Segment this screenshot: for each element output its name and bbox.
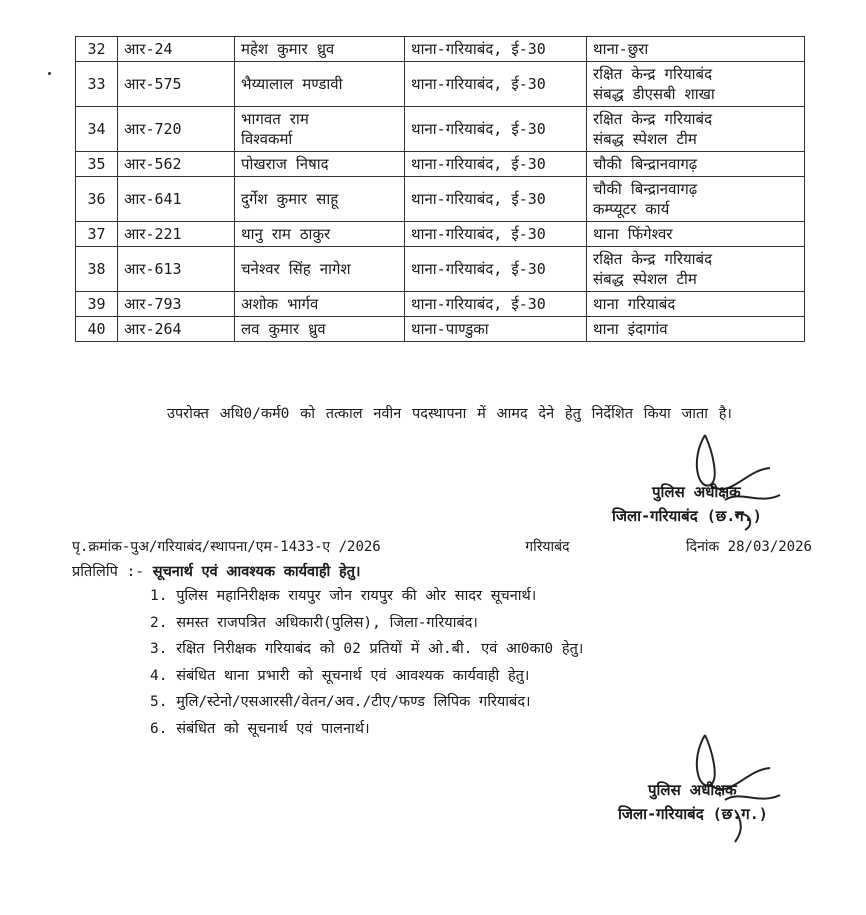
serial-number-cell: 39 (76, 292, 118, 317)
table-row (76, 292, 805, 317)
list-item: 4. संबंधित थाना प्रभारी को सूचनार्थ एवं आवश्यक कार्यवाही हेतु। (150, 667, 530, 684)
serial-number-cell: 37 (76, 222, 118, 247)
rank-cell: आर-562 (118, 152, 235, 177)
copy-heading (72, 561, 360, 581)
list-item: 6. संबंधित को सूचनार्थ एवं पालनार्थ। (150, 720, 370, 737)
current-posting-cell: थाना-गरियाबंद, ई-30 (405, 247, 587, 292)
current-posting-cell: थाना-पाण्डुका (405, 317, 587, 342)
rank-cell: आर-264 (118, 317, 235, 342)
rank-cell: आर-24 (118, 37, 235, 62)
signature-1-district: जिला-गरियाबंद (छ.ग.) (612, 507, 762, 525)
table-row (76, 152, 805, 177)
serial-number-cell: 35 (76, 152, 118, 177)
list-item: 2. समस्त राजपत्रित अधिकारी(पुलिस), जिला-गरियाबंद। (150, 614, 478, 631)
new-posting-cell: चौकी बिन्द्रानवागढ़ कम्प्यूटर कार्य (587, 177, 805, 222)
table-row (76, 62, 805, 107)
copy-purpose: सूचनार्थ एवं आवश्यक कार्यवाही हेतु। (152, 564, 361, 580)
name-cell: दुर्गेश कुमार साहू (235, 177, 405, 222)
name-cell: भागवत राम विश्वकर्मा (235, 107, 405, 152)
rank-cell: आर-575 (118, 62, 235, 107)
table-row (76, 317, 805, 342)
table-row (76, 177, 805, 222)
serial-number-cell: 33 (76, 62, 118, 107)
rank-cell: आर-221 (118, 222, 235, 247)
list-item: 1. पुलिस महानिरीक्षक रायपुर जोन रायपुर की ओर सादर सूचनार्थ। (150, 588, 537, 604)
serial-number-cell: 34 (76, 107, 118, 152)
new-posting-cell: थाना इंदागांव (587, 317, 805, 342)
current-posting-cell: थाना-गरियाबंद, ई-30 (405, 152, 587, 177)
reference-number: पृ.क्रमांक-पुअ/गरियाबंद/स्थापना/एम-1433-ए /2026 (72, 539, 381, 555)
rank-cell: आर-720 (118, 107, 235, 152)
new-posting-cell: चौकी बिन्द्रानवागढ़ (587, 152, 805, 177)
current-posting-cell: थाना-गरियाबंद, ई-30 (405, 222, 587, 247)
new-posting-cell: रक्षित केन्द्र गरियाबंद संबद्ध स्पेशल टीम (587, 107, 805, 152)
name-cell: भैय्यालाल मण्डावी (235, 62, 405, 107)
current-posting-cell: थाना-गरियाबंद, ई-30 (405, 62, 587, 107)
rank-cell: आर-793 (118, 292, 235, 317)
table-row (76, 107, 805, 152)
signature-block-2 (618, 778, 768, 826)
list-item: 3. रक्षित निरीक्षक गरियाबंद को 02 प्रतियों में ओ.बी. एवं आ0का0 हेतु। (150, 641, 584, 657)
current-posting-cell: थाना-गरियाबंद, ई-30 (405, 107, 587, 152)
reference-date: दिनांक 28/03/2026 (686, 539, 812, 555)
serial-number-cell: 40 (76, 317, 118, 342)
copy-label: प्रतिलिपि :- (72, 564, 145, 580)
signature-1-title: पुलिस अधीक्षक (652, 483, 741, 501)
table-row (76, 247, 805, 292)
name-cell: पोखराज निषाद (235, 152, 405, 177)
reference-place: गरियाबंद (525, 539, 570, 555)
signature-2-district: जिला-गरियाबंद (छ.ग.) (618, 805, 768, 823)
new-posting-cell: थाना-छुरा (587, 37, 805, 62)
rank-cell: आर-641 (118, 177, 235, 222)
signature-block-1 (612, 480, 762, 528)
order-paragraph: उपरोक्त अधि0/कर्म0 को तत्काल नवीन पदस्थापना में आमद देने हेतु निर्देशित किया जाता है। (167, 406, 732, 422)
current-posting-cell: थाना-गरियाबंद, ई-30 (405, 37, 587, 62)
reference-line (72, 537, 812, 556)
serial-number-cell: 36 (76, 177, 118, 222)
new-posting-cell: रक्षित केन्द्र गरियाबंद संबद्ध स्पेशल टीम (587, 247, 805, 292)
name-cell: चनेश्वर सिंह नागेश (235, 247, 405, 292)
name-cell: लव कुमार ध्रुव (235, 317, 405, 342)
new-posting-cell: थाना गरियाबंद (587, 292, 805, 317)
rank-cell: आर-613 (118, 247, 235, 292)
serial-number-cell: 38 (76, 247, 118, 292)
current-posting-cell: थाना-गरियाबंद, ई-30 (405, 292, 587, 317)
name-cell: थानु राम ठाकुर (235, 222, 405, 247)
transfer-table-body (76, 37, 805, 342)
signature-2-title: पुलिस अधीक्षक (648, 781, 737, 799)
transfer-table (75, 36, 805, 342)
new-posting-cell: रक्षित केन्द्र गरियाबंद संबद्ध डीएसबी शाखा (587, 62, 805, 107)
table-row (76, 222, 805, 247)
table-row (76, 37, 805, 62)
margin-dot (48, 72, 51, 75)
name-cell: महेश कुमार ध्रुव (235, 37, 405, 62)
current-posting-cell: थाना-गरियाबंद, ई-30 (405, 177, 587, 222)
list-item: 5. मुलि/स्टेनो/एसआरसी/वेतन/अव./टीए/फण्ड लिपिक गरियाबंद। (150, 694, 531, 710)
new-posting-cell: थाना फिंगेश्वर (587, 222, 805, 247)
serial-number-cell: 32 (76, 37, 118, 62)
name-cell: अशोक भार्गव (235, 292, 405, 317)
copy-list (150, 583, 583, 742)
